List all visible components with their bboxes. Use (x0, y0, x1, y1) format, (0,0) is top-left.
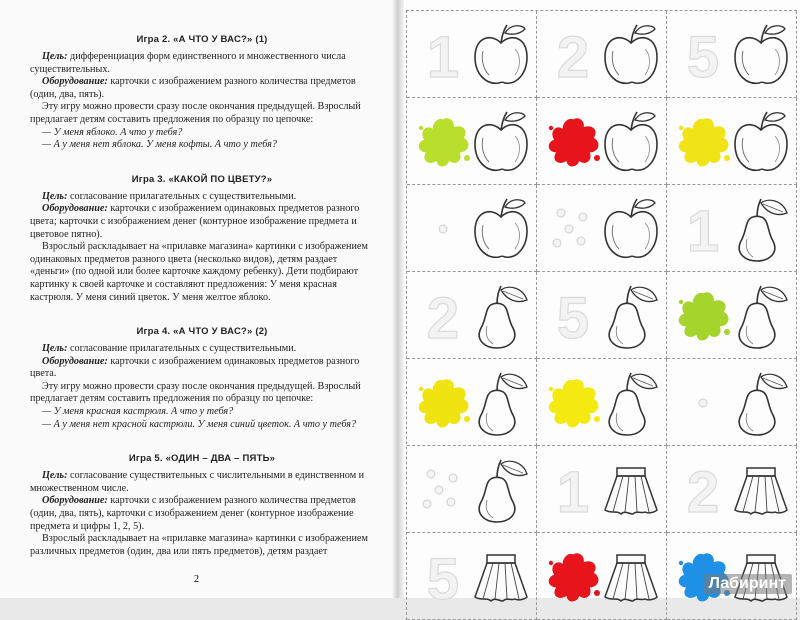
svg-text:2: 2 (426, 286, 460, 346)
body-paragraph: Эту игру можно провести сразу после окончания предыдущей. Взрослый предлагает детям составить предложения по образцу по цепочке: (30, 101, 361, 125)
number-5-outline (543, 286, 603, 346)
field-label: Оборудование: (42, 495, 108, 507)
pear-icon (599, 369, 663, 437)
apple-icon (729, 21, 793, 89)
field-label: Оборудование: (42, 355, 108, 367)
svg-text:2: 2 (556, 25, 590, 85)
field-paragraph (30, 356, 374, 381)
field-text: согласование прилагательных с существительными. (67, 343, 297, 355)
card-pear (667, 272, 797, 359)
card-skirt (537, 533, 667, 620)
apple-icon (469, 195, 533, 263)
apple-icon (599, 21, 663, 89)
number-5-outline (413, 547, 473, 607)
dots-5 (543, 199, 603, 259)
pear-icon (469, 456, 533, 524)
book-gutter (392, 0, 404, 598)
card-pear (407, 446, 537, 533)
field-paragraph (30, 76, 374, 101)
page-number: 2 (194, 574, 199, 585)
svg-text:5: 5 (556, 286, 590, 346)
color-splash (413, 112, 473, 172)
game-title: Игра 2. «А ЧТО У ВАС?» (1) (136, 34, 268, 45)
color-splash (673, 112, 733, 172)
field-label: Оборудование: (42, 76, 108, 88)
number-1-outline (543, 460, 603, 520)
number-5-outline (673, 25, 733, 85)
card-pear (537, 359, 667, 446)
dots-1 (673, 373, 733, 433)
svg-text:1: 1 (556, 460, 590, 520)
field-text: дифференциация форм единственного и множественного числа существительных. (30, 51, 346, 75)
game-section (30, 453, 374, 558)
color-splash (543, 373, 603, 433)
svg-text:1: 1 (686, 199, 720, 259)
pear-icon (729, 369, 793, 437)
card-apple (537, 11, 667, 98)
text-page (0, 0, 396, 598)
pear-icon (729, 282, 793, 350)
pear-icon (729, 195, 793, 263)
field-paragraph (30, 203, 374, 241)
field-label: Цель: (42, 343, 68, 355)
card-apple (667, 98, 797, 185)
field-label: Цель: (42, 190, 68, 202)
field-text: карточки с изображением одинаковых предметов разного цвета; карточки с изображением денег (контурное изображение предмета и цветовое пятно). (30, 203, 360, 240)
svg-text:2: 2 (686, 460, 720, 520)
skirt-icon (599, 456, 663, 524)
watermark: Лабиринт (703, 574, 792, 594)
card-apple (667, 11, 797, 98)
card-apple (537, 185, 667, 272)
svg-text:5: 5 (686, 25, 720, 85)
field-paragraph (30, 51, 374, 76)
dialogue-line: — У меня красная кастрюля. А что у тебя? (42, 406, 234, 418)
pear-icon (469, 282, 533, 350)
svg-text:5: 5 (426, 547, 460, 607)
field-text: согласование прилагательных с существительными. (67, 190, 297, 202)
field-paragraph (30, 470, 374, 495)
card-apple (407, 185, 537, 272)
color-splash (543, 112, 603, 172)
field-label: Цель: (42, 470, 68, 482)
apple-icon (729, 108, 793, 176)
game-title: Игра 4. «А ЧТО У ВАС?» (2) (136, 326, 268, 338)
cards-page (404, 0, 800, 607)
game-section (30, 174, 374, 304)
card-skirt (537, 446, 667, 533)
card-skirt (407, 533, 537, 620)
apple-icon (599, 195, 663, 263)
dots-1 (413, 199, 473, 259)
apple-icon (599, 108, 663, 176)
field-label: Цель: (42, 51, 68, 62)
card-apple (537, 98, 667, 185)
number-1-outline (413, 25, 473, 85)
card-grid (406, 10, 797, 620)
field-paragraph (30, 343, 374, 356)
svg-text:1: 1 (426, 25, 460, 85)
number-2-outline (673, 460, 733, 520)
game-section (30, 326, 374, 431)
field-paragraph (30, 495, 374, 533)
body-paragraph: Взрослый раскладывает на «прилавке магазина» картинки с изображением одинаковых предметов разного цвета (несколько видов), детям раздает «деньги» (по одной или более карточке каждому ребенку). Дети подбирают картинку к своей карточке и составляют предложения: У меня красная кастрюля. У меня синий цветок. У меня желтое яблоко. (30, 241, 368, 303)
field-text: карточки с изображением разного количества предметов (один, два, пять). (30, 76, 356, 100)
field-label: Оборудование: (42, 203, 108, 215)
card-pear (407, 359, 537, 446)
dots-5 (413, 460, 473, 520)
skirt-icon (599, 543, 663, 611)
card-apple (407, 98, 537, 185)
game-title: Игра 3. «КАКОЙ ПО ЦВЕТУ?» (131, 173, 273, 185)
body-paragraph: Эту игру можно провести сразу после окончания предыдущей. Взрослый предлагает детям составить предложения по образцу по цепочке: (30, 380, 361, 405)
game-section (30, 34, 374, 152)
dialogue-line: — А у меня нет красной кастрюли. У меня синий цветок. А что у тебя? (42, 418, 357, 430)
number-2-outline (543, 25, 603, 85)
game-title: Игра 5. «ОДИН – ДВА – ПЯТЬ» (128, 453, 276, 465)
dialogue-line: — У меня яблоко. А что у тебя? (42, 126, 183, 138)
number-1-outline (673, 199, 733, 259)
card-skirt (667, 446, 797, 533)
field-text: карточки с изображением разного количества предметов (один, два, пять), карточки с изображением денег (контурное изображение предмета и цифры 1, 2, 5). (30, 495, 356, 532)
color-splash (543, 547, 603, 607)
pear-icon (469, 369, 533, 437)
pear-icon (599, 282, 663, 350)
card-pear (667, 185, 797, 272)
body-paragraph: Взрослый раскладывает на «прилавке магазина» картинки с изображением различных предметов (один, два или пять предметов), детям раздает (30, 533, 368, 557)
apple-icon (469, 21, 533, 89)
card-pear (667, 359, 797, 446)
apple-icon (469, 108, 533, 176)
card-apple (407, 11, 537, 98)
field-paragraph (30, 191, 374, 204)
color-splash (413, 373, 473, 433)
field-text: согласование существительных с числительными в единственном и множественном числе. (30, 470, 365, 494)
skirt-icon (729, 456, 793, 524)
dialogue-line: — А у меня нет яблока. У меня кофты. А что у тебя? (42, 139, 277, 151)
card-pear (537, 272, 667, 359)
card-pear (407, 272, 537, 359)
field-text: карточки с изображением одинаковых предметов разного цвета. (30, 355, 360, 380)
number-2-outline (413, 286, 473, 346)
color-splash (673, 286, 733, 346)
skirt-icon (469, 543, 533, 611)
